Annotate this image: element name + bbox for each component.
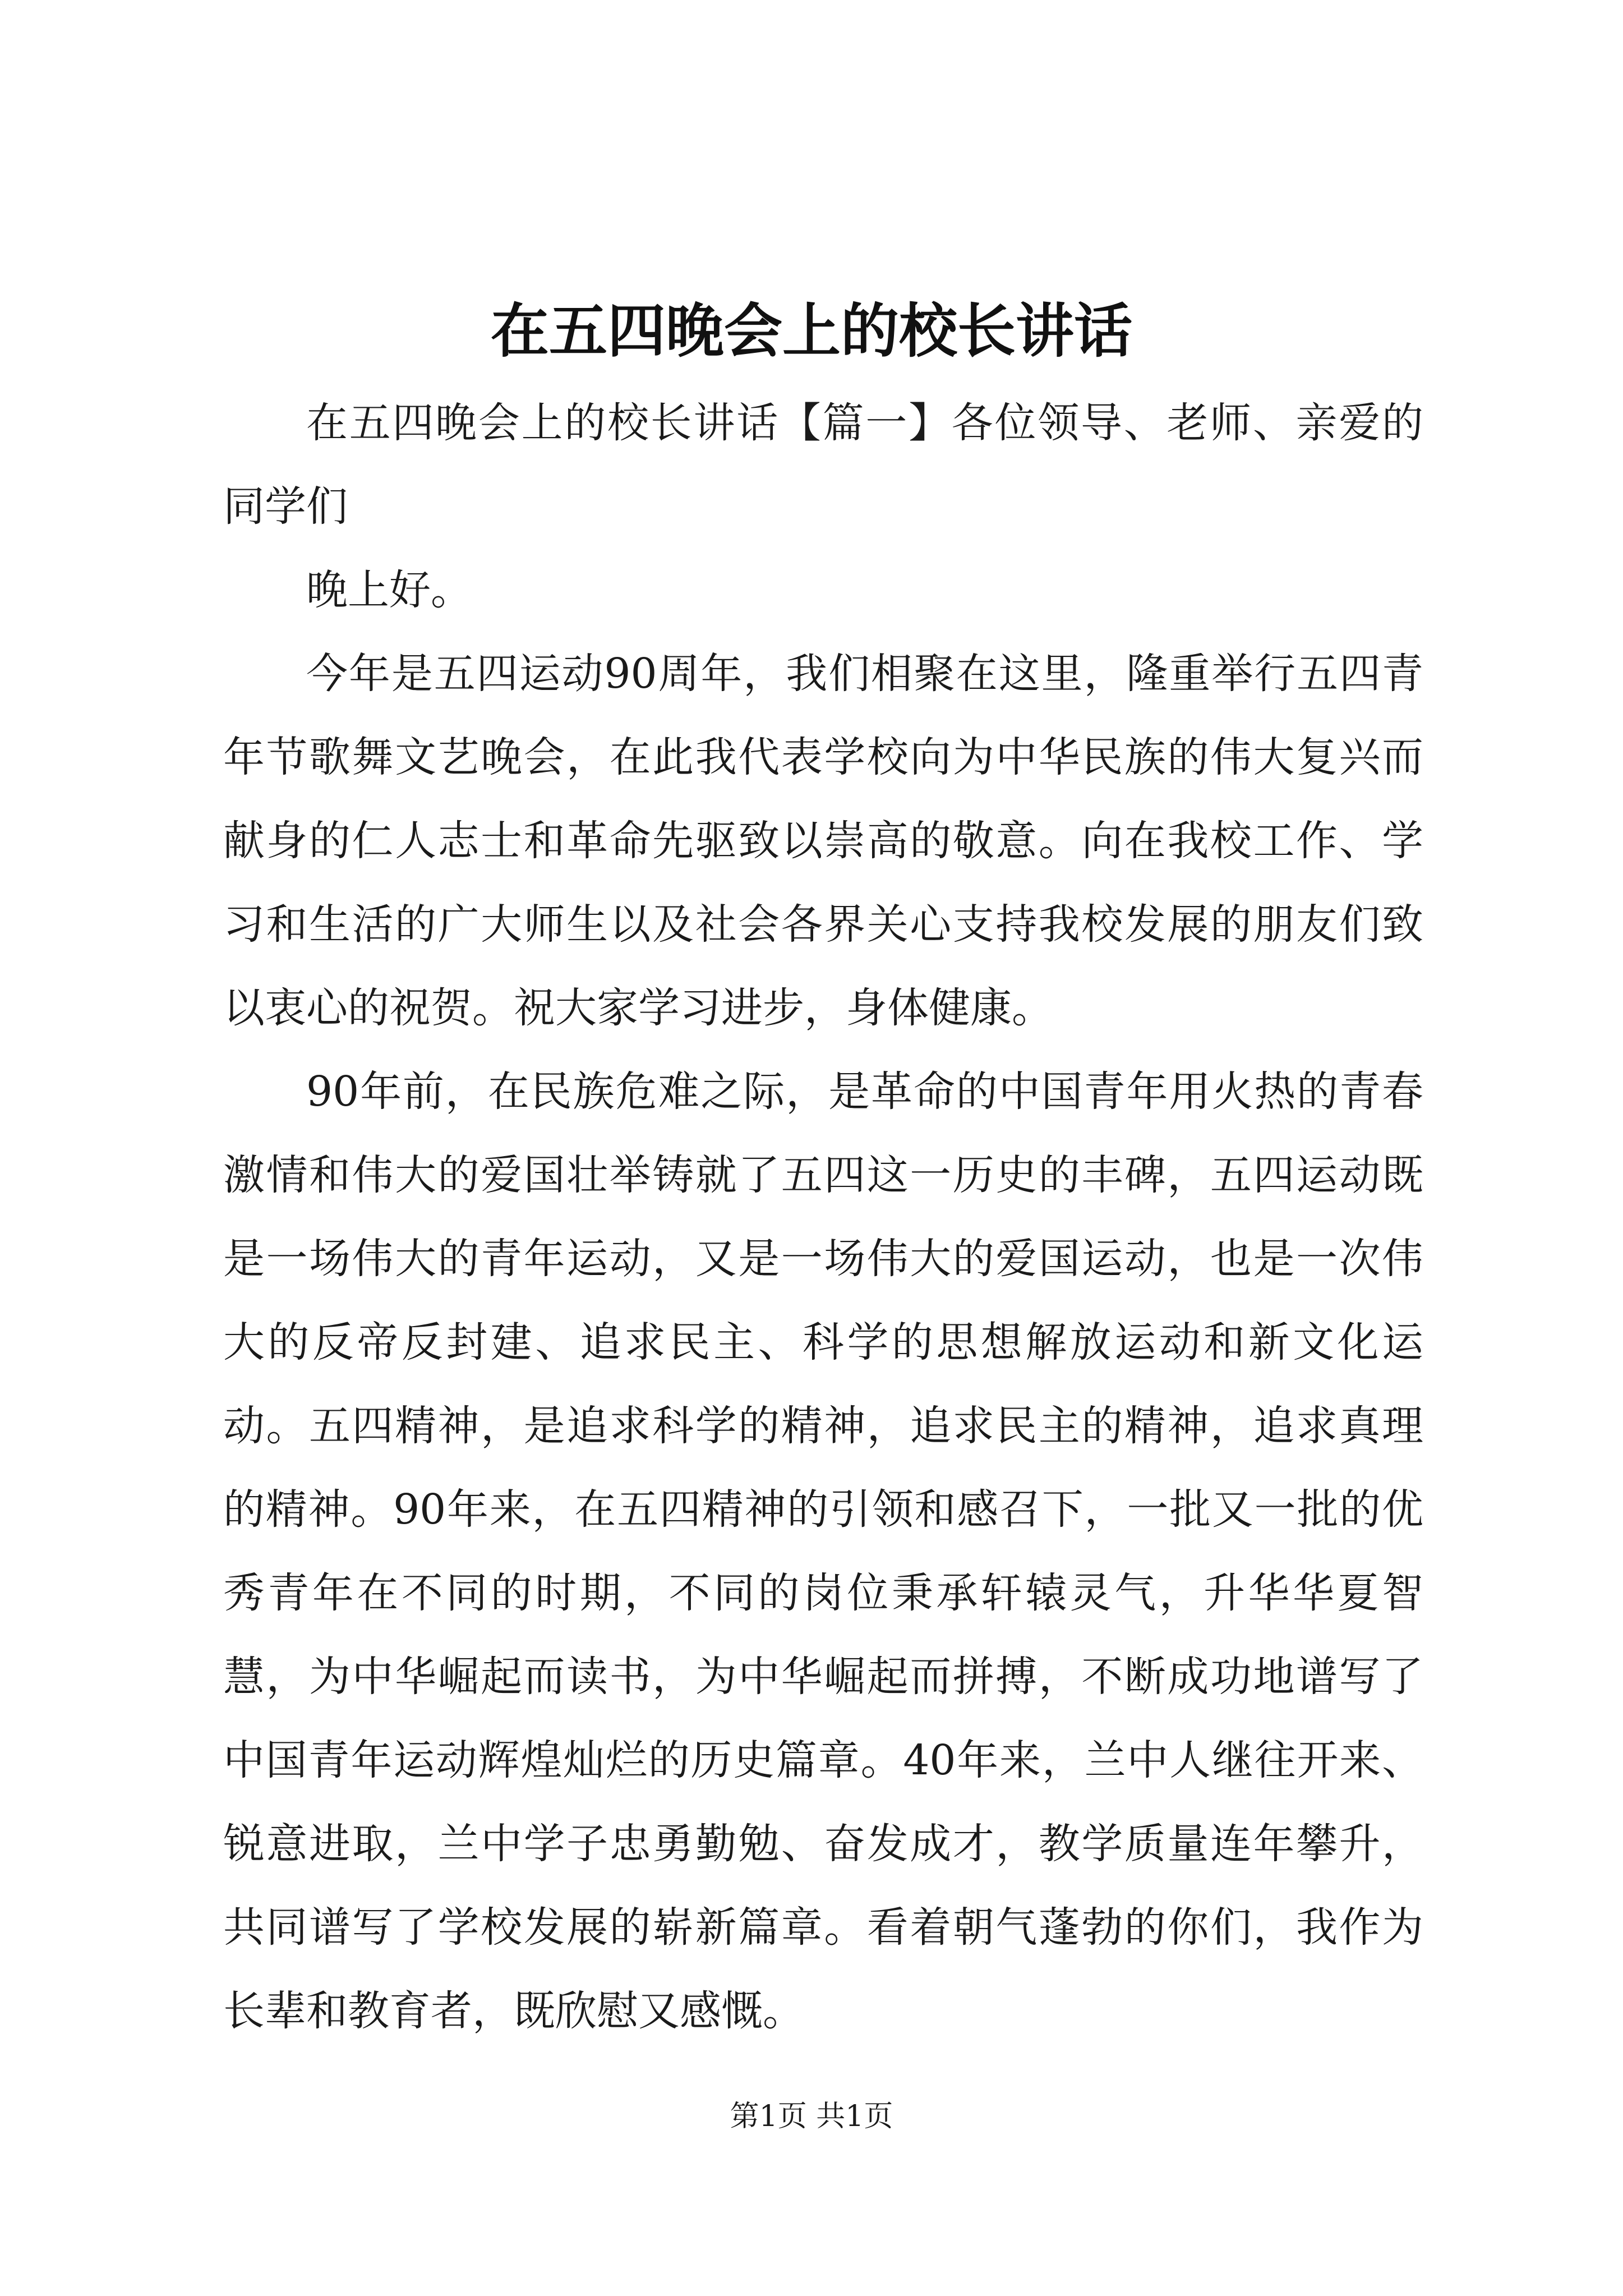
document-body (223, 381, 1423, 2053)
paragraph-greeting-heading: 在五四晚会上的校长讲话【篇一】各位领导、老师、亲爱的同学们 (223, 399, 1423, 531)
paragraph-history: 90年前，在民族危难之际，是革命的中国青年用火热的青春激情和伟大的爱国壮举铸就了五四这一历史的丰碑，五四运动既是一场伟大的青年运动，又是一场伟大的爱国运动，也是一次伟大的反帝反封建、追求民主、科学的思想解放运动和新文化运动。五四精神，是追求科学的精神，追求民主的精神，追求真理的精神。90年来，在五四精神的引领和感召下，一批又一批的优秀青年在不同的时期，不同的岗位秉承轩辕灵气，升华华夏智慧，为中华崛起而读书，为中华崛起而拼搏，不断成功地谱写了中国青年运动辉煌灿烂的历史篇章。40年来，兰中人继往开来、锐意进取，兰中学子忠勇勤勉、奋发成才，教学质量连年攀升，共同谱写了学校发展的崭新篇章。看着朝气蓬勃的你们，我作为长辈和教育者，既欣慰又感慨。 (223, 1068, 1423, 2035)
page-title: 在五四晚会上的校长讲话 (490, 296, 1132, 365)
paragraph-opening: 今年是五四运动90周年，我们相聚在这里，隆重举行五四青年节歌舞文艺晚会，在此我代表学校向为中华民族的伟大复兴而献身的仁人志士和革命先驱致以崇高的敬意。向在我校工作、学习和生活的广大师生以及社会各界关心支持我校发展的朋友们致以衷心的祝贺。祝大家学习进步，身体健康。 (223, 650, 1423, 1032)
page-footer: 第1页 共1页 (730, 2100, 893, 2133)
paragraph-salutation: 晚上好。 (306, 566, 472, 614)
